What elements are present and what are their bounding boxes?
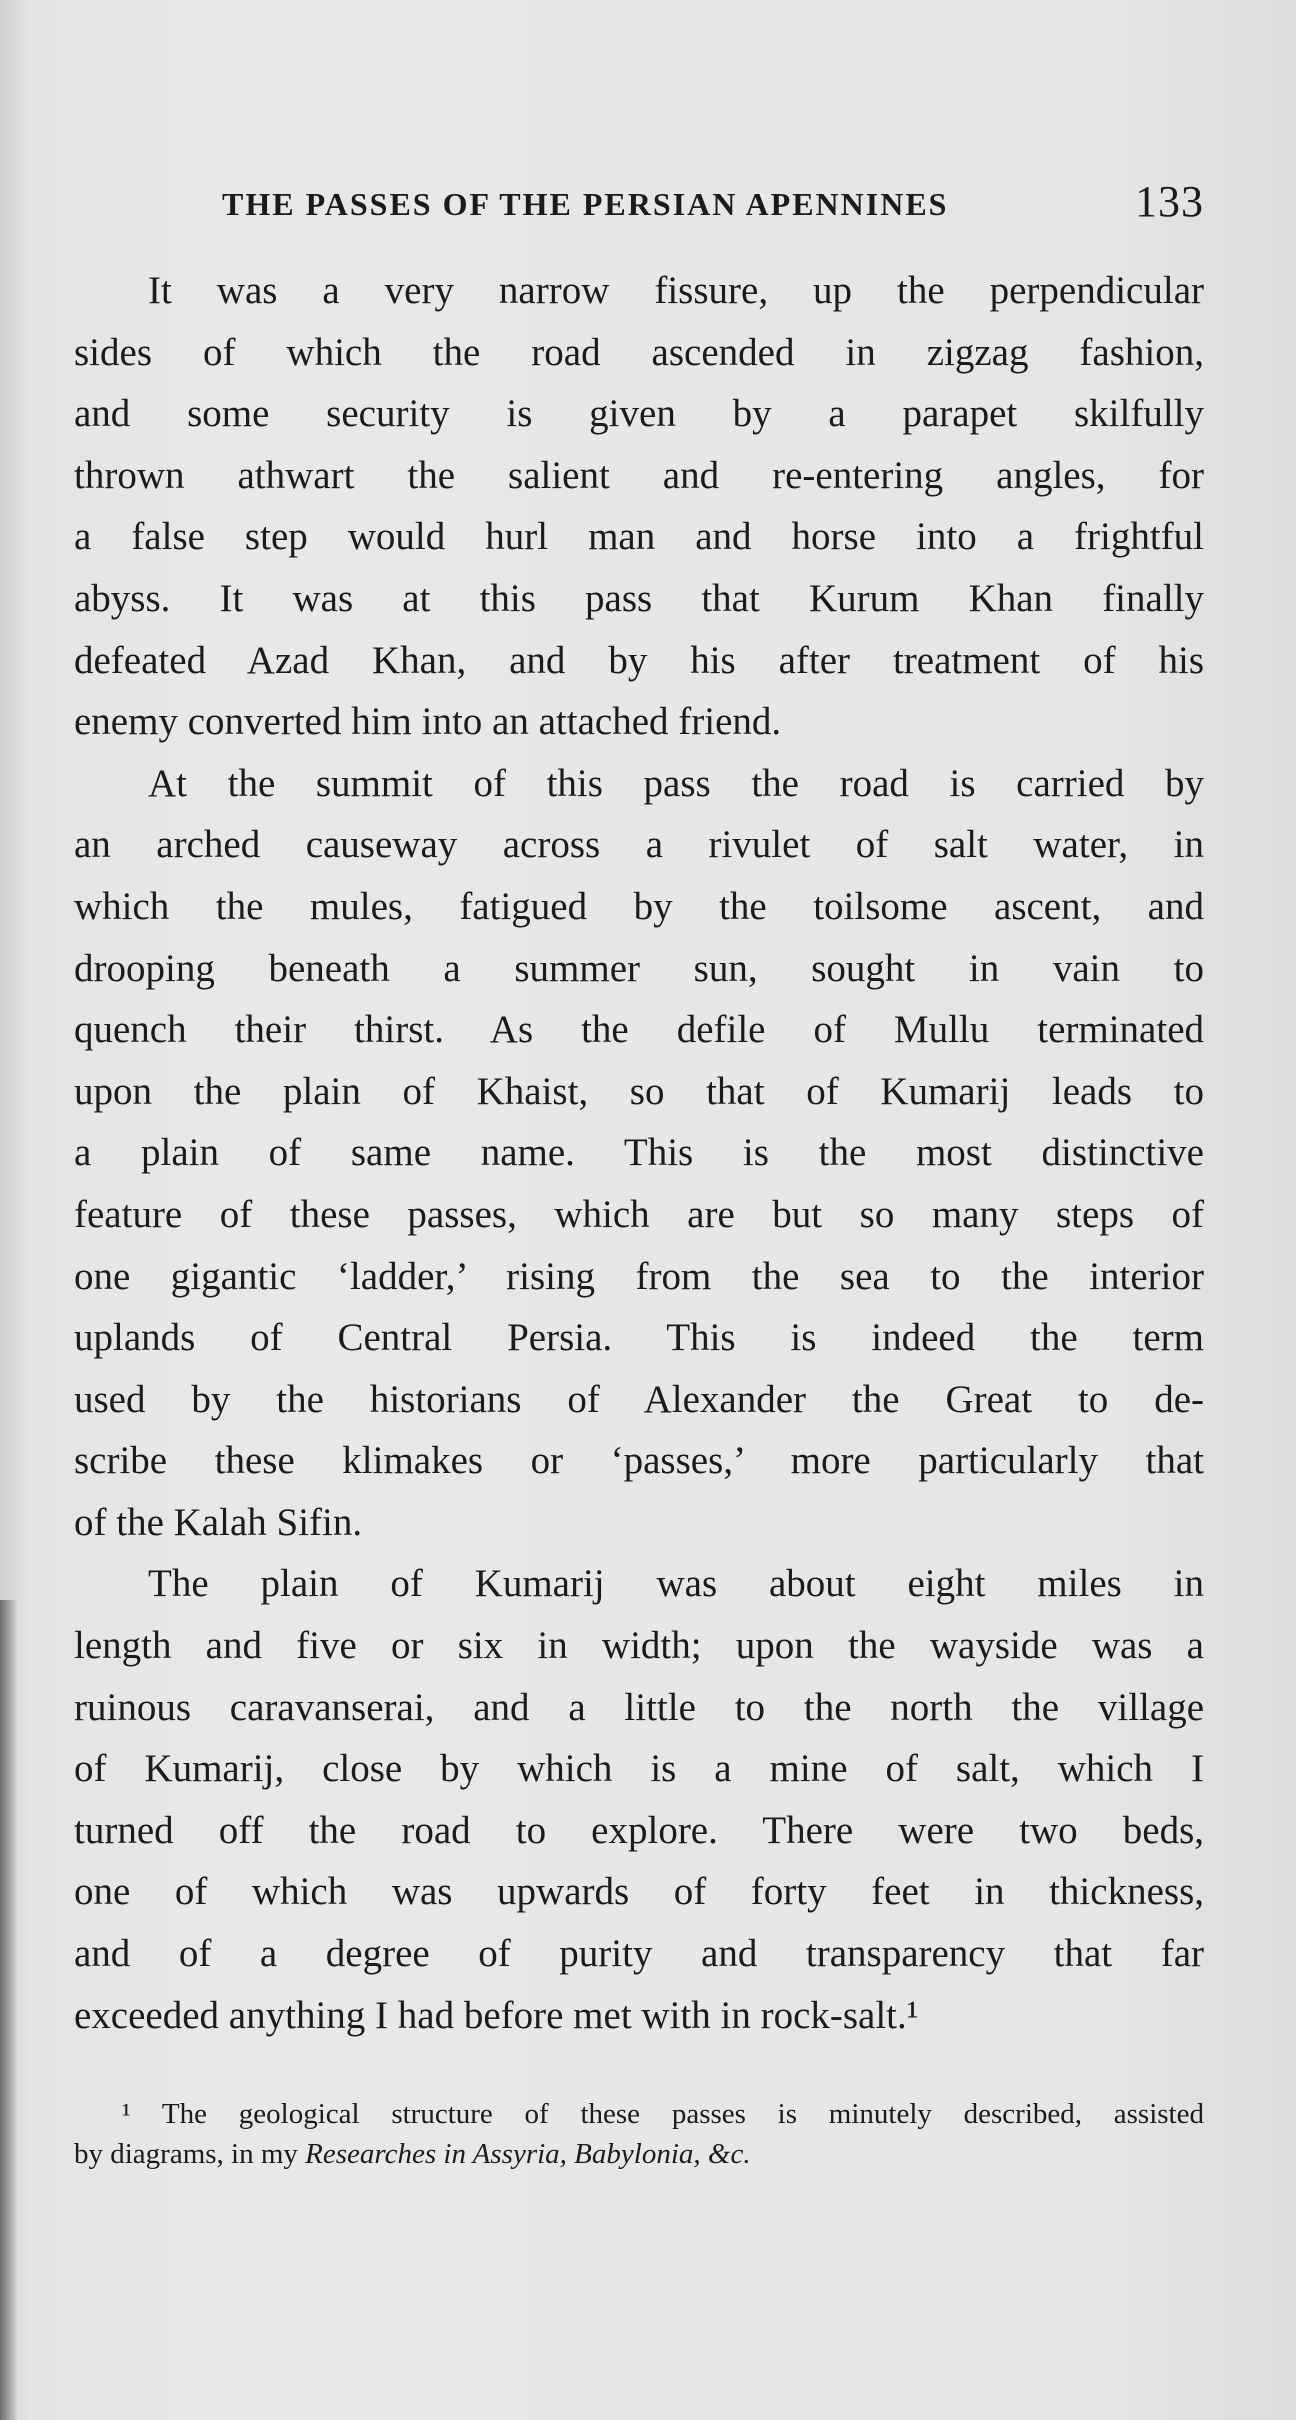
text-line: defeated Azad Khan, and by his after treatment of his [74, 638, 1204, 682]
text-line: scribe these klimakes or ‘passes,’ more particularly that [74, 1439, 1204, 1483]
footnote-text: by diagrams, in my [74, 2138, 306, 2170]
body-text [74, 260, 1204, 2046]
text-line: of Kumarij, close by which is a mine of salt, which I [74, 1747, 1204, 1791]
page-number: 133 [1135, 177, 1204, 226]
text-line: and some security is given by a parapet skilfully [74, 392, 1204, 436]
text-line: feature of these passes, which are but so many steps of [74, 1192, 1204, 1236]
text-line: length and five or six in width; upon the wayside was a [74, 1624, 1204, 1668]
text-line: sides of which the road ascended in zigzag fashion, [74, 330, 1204, 374]
text-line: turned off the road to explore. There were two beds, [74, 1808, 1204, 1852]
text-line: The plain of Kumarij was about eight miles in [148, 1562, 1204, 1606]
text-line: enemy converted him into an attached friend. [74, 700, 782, 744]
text-line: abyss. It was at this pass that Kurum Khan finally [74, 576, 1204, 620]
text-line: quench their thirst. As the defile of Mullu terminated [74, 1008, 1204, 1052]
text-line: an arched causeway across a rivulet of salt water, in [74, 823, 1204, 867]
text-line: drooping beneath a summer sun, sought in vain to [74, 946, 1204, 990]
text-line: a false step would hurl man and horse into a frightful [74, 515, 1204, 559]
footnote [74, 2094, 1204, 2174]
text-line: of the Kalah Sifin. [74, 1500, 363, 1544]
text-line: which the mules, fatigued by the toilsome ascent, and [74, 884, 1204, 928]
footnote-book-title: Researches in Assyria, Babylonia, &c. [305, 2138, 751, 2170]
running-head [222, 176, 1204, 236]
text-line: It was a very narrow fissure, up the perpendicular [148, 269, 1204, 312]
footnote-line [74, 2134, 1204, 2174]
footnote-line: ¹ The geological structure of these passes is minutely described, assisted [122, 2098, 1204, 2130]
text-line: At the summit of this pass the road is carried by [148, 761, 1204, 805]
text-line: and of a degree of purity and transparency that far [74, 1932, 1204, 1976]
text-line: used by the historians of Alexander the Great to de- [74, 1377, 1204, 1421]
text-line: ruinous caravanserai, and a little to the north the village [74, 1685, 1204, 1729]
text-line: one gigantic ‘ladder,’ rising from the sea to the interior [74, 1254, 1204, 1298]
text-line: a plain of same name. This is the most distinctive [74, 1131, 1204, 1175]
running-title: THE PASSES OF THE PERSIAN APENNINES [222, 186, 949, 222]
text-line: upon the plain of Khaist, so that of Kumarij leads to [74, 1069, 1204, 1113]
text-line: uplands of Central Persia. This is indeed the term [74, 1316, 1204, 1360]
binding-shadow [0, 1600, 18, 2420]
text-line: thrown athwart the salient and re-entering angles, for [74, 453, 1204, 497]
text-line: one of which was upwards of forty feet in thickness, [74, 1870, 1204, 1914]
text-line: exceeded anything I had before met with in rock-salt.¹ [74, 1993, 919, 2037]
